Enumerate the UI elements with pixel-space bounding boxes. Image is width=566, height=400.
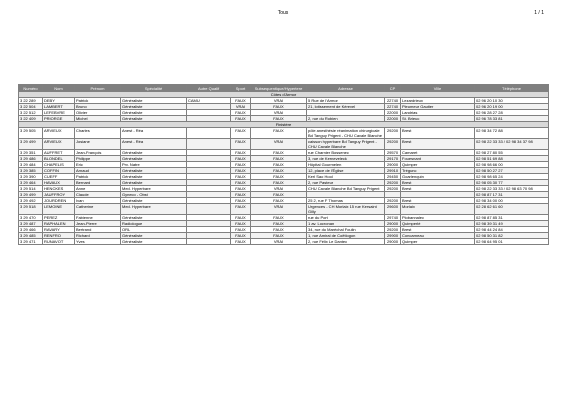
column-header-prenom: Prénom	[75, 85, 121, 92]
cell-adresse: 3, rue de Kerneveleck	[307, 156, 385, 162]
cell-autre-qualif	[187, 239, 231, 245]
cell-subsequentique: VRAI	[251, 186, 307, 192]
cell-adresse: caisson hyperbare Bd Tanguy Prigent - CHU Cavale Blanche	[307, 139, 385, 150]
cell-autre-qualif: CAMU	[187, 98, 231, 104]
cell-ville: Quimperlé	[401, 221, 475, 227]
table-row	[19, 204, 549, 215]
cell-adresse: Urgences - CH Morlaix 15 rue Kersaint Gilly	[307, 204, 385, 215]
table-row	[19, 239, 549, 245]
cell-prenom: Fabienne	[75, 215, 121, 221]
cell-sport: FAUX	[231, 198, 251, 204]
cell-sport: FAUX	[231, 239, 251, 245]
column-header-adresse: Adresse	[307, 85, 385, 92]
cell-cp: 29200	[385, 227, 401, 233]
cell-prenom: Bruno	[75, 104, 121, 110]
cell-adresse: 1 av. Locronan	[307, 221, 385, 227]
column-header-sport: Sport	[231, 85, 251, 92]
cell-ville: Brest	[401, 198, 475, 204]
cell-nom: RENFRO	[43, 233, 75, 239]
cell-subsequentique: FAUX	[251, 215, 307, 221]
cell-adresse: CHU Cavale Blanche Bd Tanguy Prigent	[307, 186, 385, 192]
cell-cp: 29450	[385, 174, 401, 180]
cell-prenom: Michel	[75, 116, 121, 122]
cell-ville: Brest	[401, 227, 475, 233]
cell-telephone: 02 98 51 69 88	[475, 156, 549, 162]
cell-telephone: 02 98 87 85 31	[475, 215, 549, 221]
cell-prenom: Bernard	[75, 180, 121, 186]
cell-prenom: Ivan	[75, 198, 121, 204]
cell-subsequentique: FAUX	[251, 198, 307, 204]
page-number: 1 / 1	[534, 10, 544, 16]
cell-numero: 3 29 492	[19, 198, 43, 204]
cell-numero: 3 29 518	[19, 204, 43, 215]
cell-numero: 3 22 289	[19, 98, 43, 104]
cell-subsequentique: FAUX	[251, 233, 307, 239]
cell-adresse: Kerl Sao Hool	[307, 174, 385, 180]
cell-cp: 29910	[385, 168, 401, 174]
cell-telephone: 02 98 87 17 31	[475, 192, 549, 198]
cell-nom: ARVIEUX	[43, 139, 75, 150]
cell-nom: PRIORGE	[43, 116, 75, 122]
cell-nom: HENCKES	[43, 186, 75, 192]
cell-telephone: 02 98 34 72 88	[475, 128, 549, 139]
cell-ville: Fouesnant	[401, 156, 475, 162]
cell-ville: St. Brieuc	[401, 116, 475, 122]
cell-specialite: Prv. Natre	[121, 162, 187, 168]
cell-cp: 29600	[385, 204, 401, 215]
cell-adresse: 5 Rue de l'Armor	[307, 98, 385, 104]
cell-nom: LEFEBVRE	[43, 110, 75, 116]
column-header-cp: CP	[385, 85, 401, 92]
cell-telephone: 02 98 22 33 33 / 02 98 34 37 98	[475, 139, 549, 150]
cell-telephone: 02 98 98 65 24	[475, 174, 549, 180]
cell-specialite: Généraliste	[121, 110, 187, 116]
cell-sport: FAUX	[231, 204, 251, 215]
cell-sport: FAUX	[231, 174, 251, 180]
cell-sport: FAUX	[231, 139, 251, 150]
cell-numero: 3 22 409	[19, 116, 43, 122]
cell-telephone: 02 28 62 61 60	[475, 204, 549, 215]
cell-ville: Morlaix	[401, 204, 475, 215]
cell-telephone: 02 98 34 00 00	[475, 198, 549, 204]
cell-numero: 3 29 390	[19, 174, 43, 180]
cell-numero: 3 29 514	[19, 186, 43, 192]
cell-prenom: Olivier	[75, 110, 121, 116]
cell-numero: 3 29 485	[19, 233, 43, 239]
cell-numero: 3 29 505	[19, 128, 43, 139]
cell-numero: 3 29 484	[19, 162, 43, 168]
cell-numero: 3 29 466	[19, 227, 43, 233]
table-body	[19, 92, 549, 245]
cell-numero: 3 29 487	[19, 221, 43, 227]
column-header-ville: Ville	[401, 85, 475, 92]
cell-telephone: 02 98 22 33 33 / 02 98 63 70 98	[475, 186, 549, 192]
cell-nom: ARVIEUX	[43, 128, 75, 139]
cell-telephone: 02 96 78 33 81	[475, 116, 549, 122]
cell-autre-qualif	[187, 204, 231, 215]
cell-subsequentique: FAUX	[251, 156, 307, 162]
cell-telephone: 02 98 64 95 01	[475, 239, 549, 245]
cell-subsequentique: FAUX	[251, 116, 307, 122]
cell-telephone: 02 98 27 80 55	[475, 150, 549, 156]
cell-specialite: Med. Hyperbare	[121, 186, 187, 192]
cell-cp: 29200	[385, 186, 401, 192]
cell-nom: AUFFRET	[43, 150, 75, 156]
cell-specialite: Généraliste	[121, 150, 187, 156]
column-header-autre-qualif: Autre Qualif	[187, 85, 231, 92]
cell-subsequentique: VRAI	[251, 98, 307, 104]
cell-ville: Lezardrieux	[401, 98, 475, 104]
cell-specialite: Généraliste	[121, 168, 187, 174]
cell-sport: FAUX	[231, 186, 251, 192]
cell-numero: 3 22 504	[19, 104, 43, 110]
cell-specialite: Anest - Réa	[121, 139, 187, 150]
cell-specialite: Généraliste	[121, 174, 187, 180]
cell-ville: Quimper	[401, 162, 475, 168]
cell-numero: 3 29 470	[19, 215, 43, 221]
cell-telephone: 02 98 98 66 00	[475, 162, 549, 168]
cell-cp: 29740	[385, 215, 401, 221]
cell-ville: Trégunc	[401, 168, 475, 174]
cell-nom: LAMBERT	[43, 104, 75, 110]
cell-adresse: 2, rue Pasteur	[307, 180, 385, 186]
cell-telephone: 02 98 44 24 84	[475, 227, 549, 233]
cell-ville: Brest	[401, 186, 475, 192]
cell-numero: 3 29 385	[19, 168, 43, 174]
column-header-telephone: Téléphone	[475, 85, 549, 92]
cell-cp: 22740	[385, 104, 401, 110]
cell-ville: Pleumeur Gautier	[401, 104, 475, 110]
cell-numero: 3 29 351	[19, 150, 43, 156]
cell-subsequentique: FAUX	[251, 168, 307, 174]
column-header-subsequentique: Subsequentique/Hypertere	[251, 85, 307, 92]
cell-nom: DEBY	[43, 98, 75, 104]
cell-nom: HAVAUX	[43, 180, 75, 186]
cell-numero: 3 29 499	[19, 192, 43, 198]
cell-telephone: 02 96 20 10 30	[475, 98, 549, 104]
cell-sport: FAUX	[231, 221, 251, 227]
cell-subsequentique: VRAI	[251, 204, 307, 215]
cell-autre-qualif	[187, 139, 231, 150]
cell-nom: CHAPELIS	[43, 162, 75, 168]
cell-telephone: 02 98 50 27 27	[475, 168, 549, 174]
cell-subsequentique: FAUX	[251, 150, 307, 156]
cell-nom: JOURDREN	[43, 198, 75, 204]
cell-subsequentique: FAUX	[251, 227, 307, 233]
cell-specialite: Généraliste	[121, 215, 187, 221]
cell-autre-qualif	[187, 128, 231, 139]
cell-cp: 29000	[385, 162, 401, 168]
cell-prenom: Patrick	[75, 174, 121, 180]
cell-subsequentique: FAUX	[251, 162, 307, 168]
cell-nom: RAVARY	[43, 227, 75, 233]
cell-nom: RUNAVOT	[43, 239, 75, 245]
directory-table	[18, 84, 549, 245]
cell-specialite: Généraliste	[121, 239, 187, 245]
cell-specialite: Généraliste	[121, 233, 187, 239]
cell-prenom: Eric	[75, 162, 121, 168]
cell-telephone: 02 98 39 31 49	[475, 221, 549, 227]
cell-numero: 3 22 512	[19, 110, 43, 116]
cell-cp: 22740	[385, 98, 401, 104]
column-header-numero: Numéro	[19, 85, 43, 92]
cell-cp: 29200	[385, 139, 401, 150]
cell-cp: 22000	[385, 110, 401, 116]
cell-subsequentique: VRAI	[251, 139, 307, 150]
cell-prenom: Josiane	[75, 139, 121, 150]
cell-specialite: Anest - Réa	[121, 128, 187, 139]
cell-cp: 29200	[385, 198, 401, 204]
cell-adresse: 1, rue Amiral de Coëtlogon	[307, 233, 385, 239]
cell-sport: FAUX	[231, 192, 251, 198]
cell-telephone: 02 96 20 19 00	[475, 104, 549, 110]
cell-adresse: 34, rue du Maréchal Foulin	[307, 227, 385, 233]
cell-cp: 29200	[385, 128, 401, 139]
cell-adresse: rue du Port	[307, 215, 385, 221]
page-header	[0, 10, 566, 20]
column-header-nom: Nom	[43, 85, 75, 92]
table-row	[19, 139, 549, 150]
table-row	[19, 128, 549, 139]
cell-nom: COFFIN	[43, 168, 75, 174]
cell-prenom: Jean-Pierre	[75, 221, 121, 227]
cell-specialite: Généraliste	[121, 198, 187, 204]
cell-subsequentique: FAUX	[251, 104, 307, 110]
cell-prenom: Patrick	[75, 98, 121, 104]
cell-specialite: Med. Hyperbare	[121, 204, 187, 215]
cell-specialite: Généraliste	[121, 156, 187, 162]
cell-cp: 29000	[385, 221, 401, 227]
cell-specialite: Généraliste	[121, 104, 187, 110]
cell-nom: BLONDEL	[43, 156, 75, 162]
cell-prenom: Philippe	[75, 156, 121, 162]
cell-nom: LEMOINE	[43, 204, 75, 215]
cell-subsequentique: FAUX	[251, 180, 307, 186]
cell-adresse: 12, place de l'Église	[307, 168, 385, 174]
cell-sport: FAUX	[231, 180, 251, 186]
cell-subsequentique: VRAI	[251, 239, 307, 245]
cell-adresse: 2, rue du Robien	[307, 116, 385, 122]
cell-cp: 29900	[385, 233, 401, 239]
cell-telephone: 02 96 28 27 28	[475, 110, 549, 116]
cell-specialite: Généraliste	[121, 98, 187, 104]
cell-adresse: 2, rue Félix Le Dantec	[307, 239, 385, 245]
cell-numero: 3 29 464	[19, 180, 43, 186]
cell-sport: FAUX	[231, 98, 251, 104]
cell-numero: 3 29 471	[19, 239, 43, 245]
cell-cp: 29000	[385, 239, 401, 245]
table-header-row	[19, 85, 549, 92]
cell-numero: 3 29 486	[19, 156, 43, 162]
cell-sport: FAUX	[231, 156, 251, 162]
cell-ville: Quimper	[401, 239, 475, 245]
cell-nom: RAPHALEN	[43, 221, 75, 227]
cell-numero: 3 29 499	[19, 139, 43, 150]
cell-ville: Plobannalec	[401, 215, 475, 221]
cell-prenom: Arnaud	[75, 168, 121, 174]
cell-specialite: Généraliste	[121, 180, 187, 186]
cell-cp: 29170	[385, 156, 401, 162]
cell-subsequentique: FAUX	[251, 128, 307, 139]
cell-adresse: 25 2, rue F Thomas	[307, 198, 385, 204]
cell-specialite: ORL	[121, 227, 187, 233]
cell-sport: FAUX	[231, 168, 251, 174]
cell-nom: PEREZ	[43, 215, 75, 221]
cell-ville: Camaret	[401, 150, 475, 156]
cell-prenom: Jean-François	[75, 150, 121, 156]
page-title: Tous	[277, 10, 289, 16]
cell-sport: FAUX	[231, 215, 251, 221]
cell-cp: 29200	[385, 180, 401, 186]
cell-specialite: Radiologue	[121, 221, 187, 227]
cell-sport: FAUX	[231, 233, 251, 239]
cell-prenom: Yves	[75, 239, 121, 245]
cell-telephone: 02 98 05 30 77	[475, 180, 549, 186]
cell-cp: 22000	[385, 116, 401, 122]
cell-cp: 29570	[385, 150, 401, 156]
section-title: Finistère	[19, 122, 549, 128]
cell-sport: FAUX	[231, 110, 251, 116]
cell-adresse: rue Charnier Bossenec	[307, 150, 385, 156]
cell-prenom: Anne	[75, 186, 121, 192]
cell-prenom: Catherine	[75, 204, 121, 215]
column-header-specialite: Spécialité	[121, 85, 187, 92]
cell-sport: FAUX	[231, 162, 251, 168]
cell-adresse: Hôpital Gourmelen	[307, 162, 385, 168]
section-title: Côtes d'Armor	[19, 92, 549, 98]
cell-prenom: Bertrand	[75, 227, 121, 233]
cell-subsequentique: FAUX	[251, 192, 307, 198]
cell-telephone: 02 98 50 31 82	[475, 233, 549, 239]
cell-specialite: Généraliste	[121, 116, 187, 122]
cell-sport: VRAI	[231, 104, 251, 110]
cell-specialite: Gyneco - Obst	[121, 192, 187, 198]
cell-sport: FAUX	[231, 227, 251, 233]
cell-prenom: Claude	[75, 192, 121, 198]
cell-adresse: 21, lotissement de Kérevel	[307, 104, 385, 110]
cell-ville: Landrias	[401, 110, 475, 116]
cell-ville: Concarneau	[401, 233, 475, 239]
cell-sport: FAUX	[231, 128, 251, 139]
cell-adresse: pôle anesthésie réanimation chirurgicale Bd Tanguy Prigent - CHU Cavale Blanche	[307, 128, 385, 139]
cell-nom: CUEFF	[43, 174, 75, 180]
cell-prenom: Richard	[75, 233, 121, 239]
cell-ville: Brest	[401, 128, 475, 139]
cell-subsequentique: FAUX	[251, 174, 307, 180]
cell-ville: Brest	[401, 139, 475, 150]
cell-ville: Brest	[401, 180, 475, 186]
cell-nom: JAUFFROY	[43, 192, 75, 198]
cell-ville: Goarlenquin	[401, 174, 475, 180]
cell-sport: FAUX	[231, 150, 251, 156]
cell-subsequentique: FAUX	[251, 221, 307, 227]
cell-sport: FAUX	[231, 116, 251, 122]
cell-prenom: Charles	[75, 128, 121, 139]
cell-subsequentique: VRAI	[251, 110, 307, 116]
